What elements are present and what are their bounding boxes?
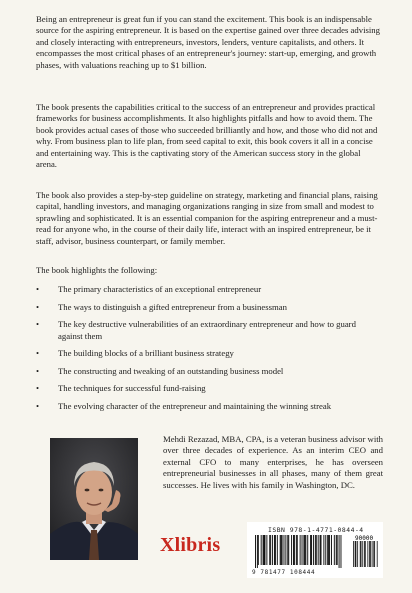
barcode-bar	[274, 535, 275, 565]
barcode-bar	[265, 535, 266, 565]
barcode-bar	[321, 535, 322, 565]
bullet-icon: •	[36, 319, 40, 330]
bullet-icon: •	[36, 301, 40, 312]
barcode-bar	[325, 535, 326, 565]
barcode-bar	[372, 541, 373, 567]
list-item-text: The ways to distinguish a gifted entrepreneur from a businessman	[58, 301, 287, 312]
barcode-bar	[269, 535, 270, 565]
barcode-bar	[315, 535, 316, 565]
barcode-bar	[369, 541, 370, 567]
barcode-bar	[355, 541, 356, 567]
barcode-bar	[361, 541, 362, 567]
barcode-bar	[287, 535, 288, 565]
barcode-bar	[302, 535, 303, 565]
barcode-bar	[331, 535, 332, 565]
author-photo	[50, 438, 138, 560]
barcode-bar	[318, 535, 319, 565]
bullet-icon: •	[36, 284, 40, 294]
barcode-bar	[291, 535, 292, 565]
bullet-icon: •	[36, 365, 40, 376]
barcode-bar	[296, 535, 297, 565]
barcode-bar	[258, 535, 259, 565]
barcode-bar	[305, 535, 306, 565]
barcode-bar	[370, 541, 371, 567]
barcode-bar	[293, 535, 294, 565]
barcode-bar	[264, 535, 265, 565]
list-item-text: The primary characteristics of an exceptional entrepreneur	[58, 284, 262, 294]
description-paragraph-3: The book also provides a step-by-step guideline on strategy, marketing and financial plans, raising capital, handling investors, and managing organizations ranging in size from small and modest to sprawling and sophisticated. It is an essential companion for the aspiring entrepreneur and a must-read for anyone who, in the course of their daily life, interact with an inspired entrepreneur, be it staff, advisor, business counterpart, or family member.	[36, 190, 378, 246]
barcode-bar	[362, 541, 363, 567]
barcode-bar	[297, 535, 298, 565]
bullet-icon: •	[36, 400, 40, 411]
barcode-bar	[277, 535, 278, 565]
barcode-bar	[327, 535, 328, 565]
publisher-logo: Xlibris	[160, 534, 221, 556]
barcode-bar	[341, 535, 342, 568]
barcode-bar	[337, 535, 338, 565]
barcode-bar	[263, 535, 264, 565]
barcode-bar	[261, 535, 262, 565]
barcode-bar	[272, 535, 273, 565]
isbn-label: ISBN 978-1-4771-0844-4	[268, 526, 364, 534]
highlights-list	[36, 284, 380, 419]
barcode-bar	[320, 535, 321, 565]
list-item	[36, 284, 380, 295]
barcode-bar	[323, 535, 324, 565]
barcode-bar	[313, 535, 314, 565]
barcode-bar	[328, 535, 329, 565]
barcode-bar	[334, 535, 335, 565]
list-item	[36, 401, 380, 412]
barcode-bar	[356, 541, 357, 567]
price-code: 90000	[355, 535, 374, 542]
highlights-intro: The book highlights the following:	[36, 265, 158, 275]
description-paragraph-2: The book presents the capabilities critical to the success of an entrepreneur and provides practical frameworks for business accomplishments. It also highlights pitfalls and how to avoid them. The book provides actual cases of those who succeeded brilliantly and how, and those who did not and why. From business plan to life plan, from seed capital to exit, this book covers it all in a concise and entertaining way. This is the captivating story of the American success story in the global arena.	[36, 102, 378, 170]
barcode-bar	[353, 541, 354, 567]
barcode-bar	[300, 535, 301, 565]
barcode-bar	[357, 541, 358, 567]
barcode-bar	[307, 535, 308, 565]
barcode-bar	[255, 535, 256, 568]
barcode-bar	[329, 535, 330, 565]
bullet-icon: •	[36, 383, 40, 394]
list-item	[36, 348, 380, 359]
barcode-bar	[365, 541, 366, 567]
list-item-text: The techniques for successful fund-raising	[58, 383, 206, 394]
barcode-bar	[285, 535, 286, 565]
barcode-digits: 9 781477 108444	[252, 569, 316, 576]
barcode-bar	[282, 535, 283, 565]
barcode-bar	[288, 535, 289, 565]
barcode-bar	[304, 535, 305, 565]
barcode-bar	[367, 541, 368, 567]
barcode-bar	[294, 535, 295, 565]
barcode-bar	[303, 535, 304, 565]
barcode-bar	[270, 535, 271, 565]
author-portrait-icon	[50, 438, 138, 560]
barcode-bar	[316, 535, 317, 565]
list-item-text: The evolving character of the entrepreneur and maintaining the winning streak	[58, 400, 332, 411]
barcode-bar	[339, 535, 340, 568]
barcode-bar	[284, 535, 285, 565]
barcode-bar	[374, 541, 375, 567]
barcode-bar	[281, 535, 282, 565]
list-item	[36, 302, 380, 313]
barcode-bar	[311, 535, 312, 565]
list-item-text: The building blocks of a brilliant business strategy	[58, 348, 234, 359]
bullet-icon: •	[36, 348, 40, 359]
list-item-text: The key destructive vulnerabilities of an extraordinary entrepreneur and how to guard against them	[58, 319, 356, 341]
barcode-bar	[377, 541, 378, 567]
barcode-bar	[373, 541, 374, 567]
list-item	[36, 366, 380, 377]
barcode-icon	[255, 535, 379, 569]
list-item	[36, 319, 380, 342]
barcode-bar	[360, 541, 361, 567]
barcode-bar	[336, 535, 337, 565]
list-item	[36, 383, 380, 394]
barcode-bar	[280, 535, 281, 565]
barcode-bar	[310, 535, 311, 565]
barcode-bar	[275, 535, 276, 565]
author-bio: Mehdi Rezazad, MBA, CPA, is a veteran business advisor with over three decades of experience. As an interim CEO and external CFO to many enterprises, he has overseen entrepreneurial businesses in all phases, many of them great successes. He lives with his family in Washington, DC.	[163, 434, 383, 490]
barcode-bar	[266, 535, 267, 565]
barcode-bar	[364, 541, 365, 567]
barcode-bar	[257, 535, 258, 568]
description-paragraph-1: Being an entrepreneur is great fun if you can stand the excitement. This book is an indispensable source for the aspiring entrepreneur. It is based on the expertise gained over three decades advising and closely interacting with entrepreneurs, investors, lenders, venture capitalists, and others. It encompasses the most critical phases of an entrepreneur's journey: start-up, emerging, and growth phases, with valuations reaching up to $1 billion.	[36, 14, 380, 70]
list-item-text: The constructing and tweaking of an outstanding business model	[58, 365, 284, 376]
